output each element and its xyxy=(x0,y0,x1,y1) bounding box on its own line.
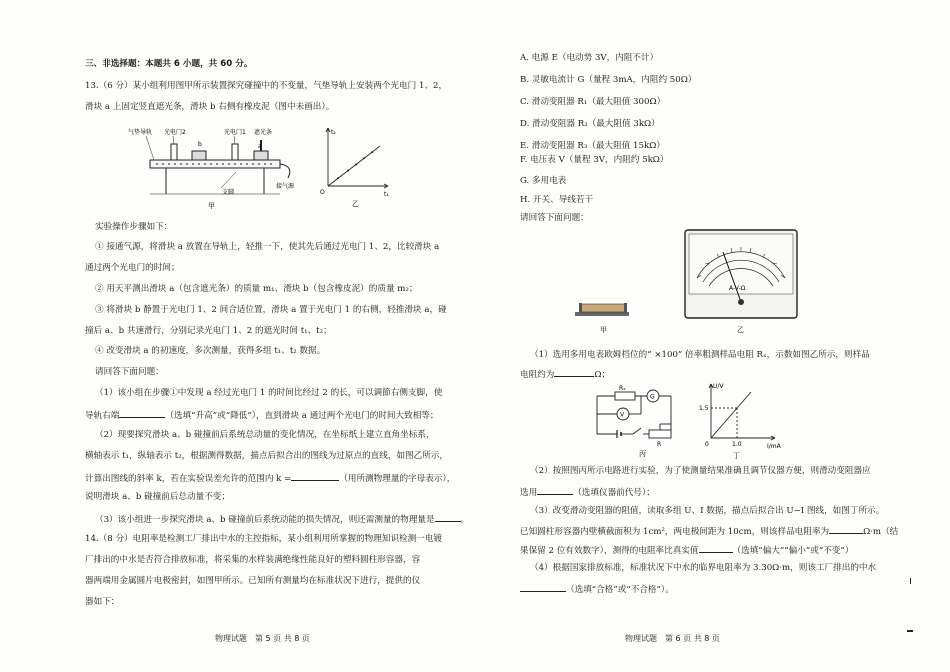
tick-1-5: 1.5 xyxy=(699,405,709,412)
step-4: ④ 改变滑块 a 的初速度，多次测量，获得多组 t₁、t₂ 数据。 xyxy=(95,346,326,356)
q13-part2-line-2: 横轴表示 t₁，纵轴表示 t₂，根据测得数据，描点后拟合出的图线为过原点的直线，如图乙所示， xyxy=(85,451,449,461)
q13-part2-prefix: 计算出图线的斜率 k，若在实验误差允许的范围内 k = xyxy=(85,474,292,484)
instrument-h: H. 开关、导线若干 xyxy=(520,195,594,205)
q13-part2-suffix: （用所测物理量的字母表示）， xyxy=(339,474,456,484)
caption-jia-right: 甲 xyxy=(600,326,607,334)
q14-part2-suffix: （选填仪器前代号）； xyxy=(573,488,655,498)
q14-part4-suffix: （选填“合格”或“不合格”）。 xyxy=(566,585,674,595)
q14-line-1: 14.（8 分）电阻率是检测工厂排出中水的主控指标，某小组利用所掌握的物理知识检测一电镀 xyxy=(85,534,443,544)
q14-part3-suffix-1: Ω·m（结 xyxy=(863,527,899,537)
instrument-f: F. 电压表 V（量程 3V，内阻约 5kΩ） xyxy=(520,155,669,165)
axis-origin: O xyxy=(320,189,325,196)
q14-part1-line-2 xyxy=(520,367,610,381)
section-title: 三、非选择题：本题共 6 小题，共 60 分。 xyxy=(85,59,253,69)
q14-part3-prefix: 已知圆柱形容器内壁横截面积为 1cm²，两电极间距为 10cm，则该样品电阻率为 xyxy=(520,527,830,537)
q13-answer-title: 请回答下面问题： xyxy=(95,367,164,377)
axis-origin-ding: 0 xyxy=(705,441,709,448)
instrument-b: B. 灵敏电流计 G（量程 3mA，内阻约 50Ω） xyxy=(520,75,697,85)
q14-part1-line-1: （1）选用多用电表欧姆档位的“ ×100” 倍率粗测样品电阻 Rₓ，示数如图乙所示，则样品 xyxy=(530,350,870,360)
q14-part2-blank[interactable] xyxy=(537,485,573,495)
q13-part1-suffix: （选填“升高”或“降低”），直到滑块 a 通过两个光电门的时间大致相等； xyxy=(165,411,439,421)
label-support: 支脚 xyxy=(222,189,235,196)
q14-line-4: 器如下： xyxy=(85,597,120,607)
q13-part2-line-1: （2）现要探究滑块 a、b 碰撞前后系统总动量的变化情况，在坐标纸上建立直角坐标系， xyxy=(95,430,435,440)
q13-part2-line-3 xyxy=(85,471,455,485)
gate-2 xyxy=(171,144,177,160)
q13-part2-line-4: 说明滑块 a、b 碰撞前后总动量不变； xyxy=(85,492,230,502)
q14-part3-line-3 xyxy=(520,543,853,557)
right-answer-title: 请回答下面问题： xyxy=(520,213,589,223)
q14-part4-line-1: （4）根据国家排放标准，标准状况下中水的临界电阻率为 3.30Ω·m，则该工厂排出的中水 xyxy=(530,563,877,573)
axis-i-label: I/mA xyxy=(767,443,781,450)
q14-figure-bing-circuit xyxy=(593,382,693,458)
step-3-line-2: 撞后 a、b 共速滑行，分别记录光电门 1、2 的遮光时间 t₁、t₂； xyxy=(85,326,332,336)
sample-cylinder xyxy=(581,304,625,312)
label-v: V xyxy=(620,411,625,419)
step-2: ② 用天平测出滑块 a（包含遮光条）的质量 m₁、滑块 b（包含橡皮泥）的质量 m₂； xyxy=(95,284,418,294)
q13-part1-prefix: 导轨右端 xyxy=(85,411,120,421)
q13-part3 xyxy=(95,512,469,526)
axis-x-label: t₁ xyxy=(384,191,389,198)
q14-part2-line-2 xyxy=(520,485,655,499)
q14-part1-blank[interactable] xyxy=(554,367,594,377)
step-1-line-1: ① 接通气源，将滑块 a 放置在导轨上，轻推一下，使其先后通过光电门 1、2，比较滑块 a xyxy=(95,242,440,252)
rheostat-r xyxy=(649,430,671,438)
q14-figure-ding-graph xyxy=(697,380,787,460)
steps-title: 实验操作步骤如下： xyxy=(95,222,173,232)
label-gate1: 光电门1 xyxy=(224,129,246,136)
q13-part3-suffix: 。 xyxy=(460,515,470,525)
label-rx: Rₓ xyxy=(619,385,626,392)
slider-a xyxy=(254,151,268,160)
q14-part3-line-2 xyxy=(520,524,898,538)
q13-part2-blank[interactable] xyxy=(291,471,339,481)
meter-label: A-V-Ω xyxy=(729,285,746,292)
q14-part2-line-1: （2）按照图丙所示电路进行实验，为了使测量结果准确且调节仪器方便，则滑动变阻器应 xyxy=(530,466,871,476)
tick-1-0: 1.0 xyxy=(732,441,742,448)
step-3-line-1: ③ 将滑块 b 静置于光电门 1、2 间合适位置，滑块 a 置于光电门 1 的右侧，轻推滑块 a，碰 xyxy=(95,305,447,315)
q14-part4-blank[interactable] xyxy=(520,582,566,592)
ui-line xyxy=(711,392,751,438)
gate-1 xyxy=(232,144,238,160)
caption-bing: 丙 xyxy=(639,450,646,458)
slider-b xyxy=(192,151,206,160)
label-air: 接气源 xyxy=(276,183,295,190)
label-strip: 遮光条 xyxy=(254,129,273,136)
page-5-footer: 物理试题 第 5 页 共 8 页 xyxy=(215,634,310,643)
q13-stem-line-1: 13.（6 分）某小组利用图甲所示装置探究碰撞中的不变量，气垫导轨上安装两个光电门 1、2， xyxy=(85,81,448,91)
q13-part1-line-1: （1）该小组在步骤①中发现 a 经过光电门 1 的时间比经过 2 的长，可以调節右侧支脚，使 xyxy=(95,388,443,398)
q14-part3-suffix-2: （选填“偏大”“偏小”或“不变”） xyxy=(732,546,854,556)
exam-page-6 xyxy=(475,0,950,672)
label-g: G xyxy=(650,393,655,401)
scan-mark-2 xyxy=(907,630,913,632)
instrument-c: C. 滑动变阻器 R₁（最大阻值 300Ω） xyxy=(520,97,666,107)
q14-figure-jia xyxy=(573,292,633,338)
q14-part3-line-1: （3）改变滑动变阻器的阻值，读取多组 U、I 数据，描点后拟合出 U−I 图线，如图丁所示。 xyxy=(530,506,885,516)
step-1-line-2: 通过两个光电门的时间； xyxy=(85,263,180,273)
caption-yi-right: 乙 xyxy=(737,326,744,334)
q14-part3-blank-2[interactable] xyxy=(699,543,733,553)
axis-u-label: U/V xyxy=(713,383,724,390)
label-gate2: 光电门2 xyxy=(164,129,186,136)
caption-jia: 甲 xyxy=(208,202,215,210)
q13-part3-prefix: （3）该小组进一步探究滑块 a、b 碰撞前后系统动能的损失情况，则还需测量的物理量是 xyxy=(95,515,435,525)
label-rail: 气垫导轨 xyxy=(128,129,153,136)
q14-part1-suffix: Ω； xyxy=(594,370,611,380)
q13-part1-line-2 xyxy=(85,408,438,422)
label-a: a xyxy=(258,143,262,150)
page-6-footer: 物理试题 第 6 页 共 8 页 xyxy=(625,634,720,643)
q14-figure-yi-multimeter xyxy=(683,228,799,336)
q13-part1-blank[interactable] xyxy=(119,408,165,418)
switch xyxy=(633,428,641,434)
instrument-g: G. 多用电表 xyxy=(520,176,567,186)
scan-mark xyxy=(910,578,911,584)
q13-figure-yi xyxy=(316,124,396,210)
q14-part1-prefix: 电阻约为 xyxy=(520,370,555,380)
instrument-e: E. 滑动变阻器 R₃（最大阻值 15kΩ） xyxy=(520,141,665,151)
q13-part3-blank[interactable] xyxy=(435,512,461,522)
caption-yi: 乙 xyxy=(352,200,359,208)
resistor-rx xyxy=(615,392,635,400)
instrument-d: D. 滑动变阻器 R₂（最大阻值 3kΩ） xyxy=(520,119,660,129)
label-b: b xyxy=(198,141,202,148)
q13-stem-line-2: 滑块 a 上固定竖直遮光条，滑块 b 右侧有橡皮泥（图中未画出）。 xyxy=(85,102,335,112)
q14-part3-blank-1[interactable] xyxy=(829,524,863,534)
instrument-a: A. 电源 E（电动势 3V，内阻不计） xyxy=(520,53,659,63)
q14-line-3: 器两端用金属圆片电极密封，如图甲所示。已知所有测量均在标准状况下进行，提供的仪 xyxy=(85,576,421,586)
caption-ding: 丁 xyxy=(733,452,740,460)
q14-line-2: 厂排出的中水是否符合排放标准，将采集的水样装满绝缘性能良好的塑料圆柱形容器，容 xyxy=(85,555,421,565)
label-r: R xyxy=(657,441,662,448)
q13-figure-jia xyxy=(126,122,306,212)
q14-part2-prefix: 选用 xyxy=(520,488,538,498)
q14-part3-prefix-2: 果保留 2 位有效数字），测得的电阻率比真实值 xyxy=(520,546,699,556)
axis-y-label: t₂ xyxy=(331,129,336,136)
q14-part4-line-2 xyxy=(520,582,674,596)
